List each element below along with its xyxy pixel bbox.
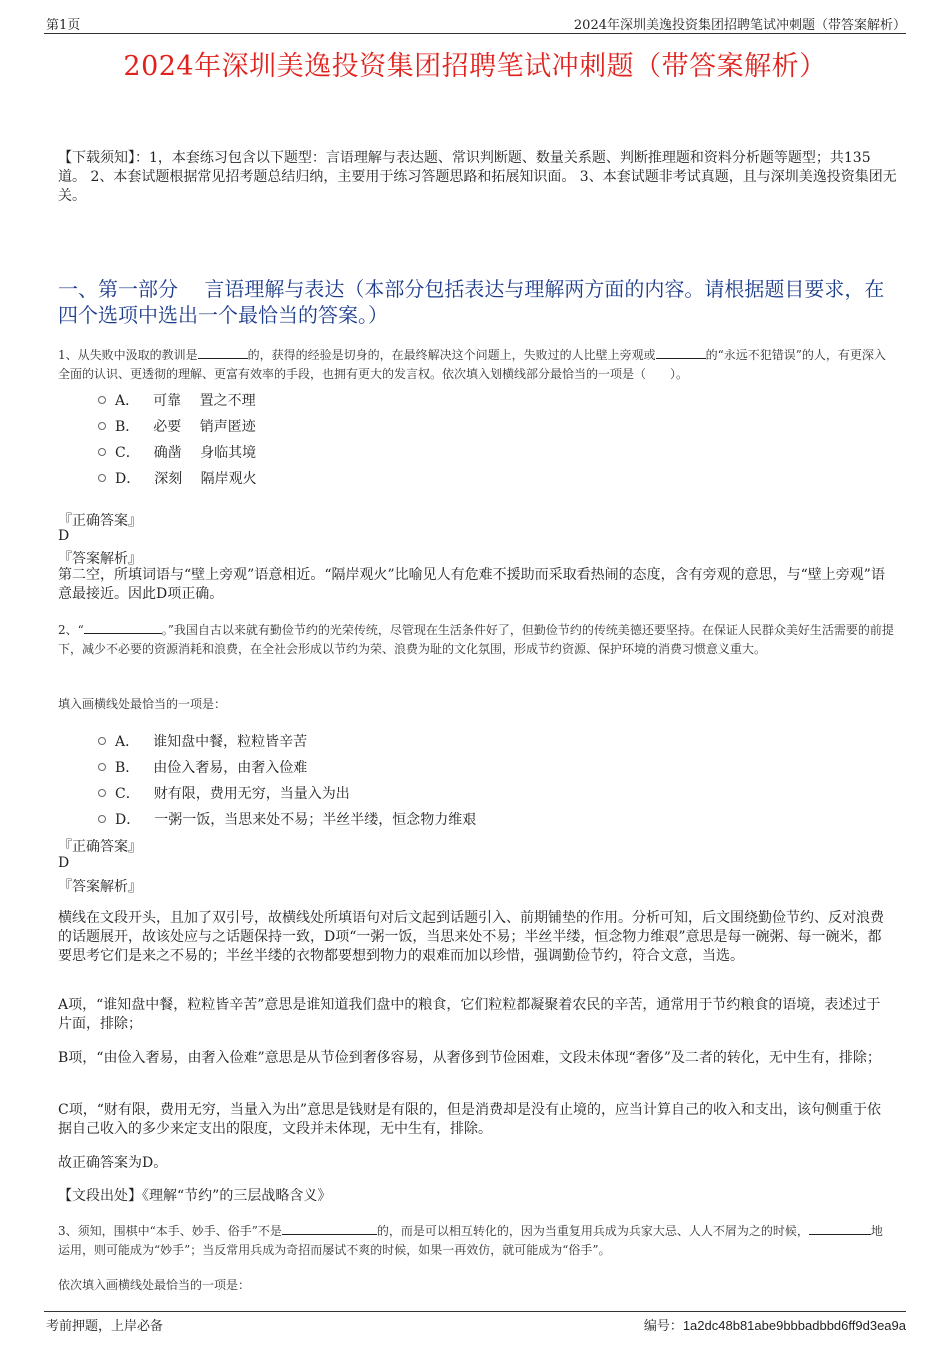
header-rule: [44, 33, 906, 34]
answer-value: D: [58, 528, 70, 544]
analysis-paragraph: 横线在文段开头，且加了双引号，故横线处所填语句对后文起到话题引入、前期铺垫的作用。分析可知，后文围绕勤俭节约、反对浪费的话题展开，故该处应与之话题保持一致，D项“一粥一饭，当思来处不易；半丝半缕，恒念物力维艰”意思是每一碗粥、每一碗米，都要思考它们是来之不易的；半丝半缕的衣物都要想到物力的艰难而加以珍惜，强调勤俭节约，符合文意，当选。: [58, 910, 884, 964]
analysis-text: 第二空，所填词语与“壁上旁观”语意相近。“隔岸观火”比喻见人有危难不援助而采取看热闹的态度，含有旁观的意思，与“壁上旁观”语意最接近。因此D项正确。: [58, 567, 885, 602]
radio-icon[interactable]: [98, 422, 106, 430]
q1-option-d[interactable]: D． 深刻 隔岸观火: [98, 468, 257, 488]
answer-value: D: [58, 855, 70, 871]
section-heading: 一、第一部分 言语理解与表达（本部分包括表达与理解两方面的内容。请根据题目要求，在四个选项中选出一个最恰当的答案。）: [58, 277, 885, 327]
analysis-paragraph: C项，“财有限，费用无穷，当量入为出”意思是钱财是有限的，但是消费却是没有止境的，应当计算自己的收入和支出，该句侧重于依据自己收入的多少来定支出的限度，文段并未体现，无中生有，排除。: [58, 1102, 882, 1137]
answer-label: 『正确答案』: [58, 513, 142, 529]
answer-blank: [809, 1222, 871, 1235]
radio-icon[interactable]: [98, 815, 106, 823]
question-3-prompt: 依次填入画横线处最恰当的一项是：: [58, 1278, 251, 1292]
answer-blank: [84, 621, 162, 634]
source-citation: 【文段出处】《理解“节约”的三层战略含义》: [58, 1188, 332, 1204]
radio-icon[interactable]: [98, 474, 106, 482]
footer-rule: [44, 1311, 906, 1312]
running-header: 2024年深圳美逸投资集团招聘笔试冲刺题（带答案解析）: [573, 18, 906, 33]
q1-option-a[interactable]: A． 可靠 置之不理: [98, 390, 256, 410]
page-number: 第1页: [46, 18, 81, 33]
question-2-stem: 2、“ 。”我国自古以来就有勤俭节约的光荣传统，尽管现在生活条件好了，但勤俭节约的传统美德还要坚持。在保证人民群众美好生活需要的前提下，减少不必要的资源消耗和浪费，在全社会形成以节约为荣、浪费为耻的文化氛围，形成节约资源、保护环境的消费习惯意义重大。: [58, 623, 894, 656]
q2-option-c[interactable]: C． 财有限，费用无穷，当量入为出: [98, 783, 350, 803]
q2-option-b[interactable]: B． 由俭入奢易，由奢入俭难: [98, 757, 307, 777]
footer-slogan: 考前押题，上岸必备: [46, 1319, 164, 1334]
analysis-paragraph: A项，“谁知盘中餐，粒粒皆辛苦”意思是谁知道我们盘中的粮食，它们粒粒都凝聚着农民的辛苦，通常用于节约粮食的语境，表述过于片面，排除；: [58, 997, 881, 1032]
analysis-label: 『答案解析』: [58, 879, 142, 895]
question-1-stem: 1、从失败中汲取的教训是 的，获得的经验是切身的，在最终解决这个问题上，失败过的人比壁上旁观或 的“永远不犯错误”的人，有更深入全面的认识、更透彻的理解、更富有效率的手段，也拥有更大的发言权。依次填入划横线部分最恰当的一项是（ ）。: [58, 348, 886, 381]
radio-icon[interactable]: [98, 737, 106, 745]
analysis-paragraph: B项，“由俭入奢易，由奢入俭难”意思是从节俭到奢侈容易，从奢侈到节俭困难，文段未体现“奢侈”及二者的转化，无中生有，排除；: [58, 1050, 881, 1066]
answer-label: 『正确答案』: [58, 839, 142, 855]
radio-icon[interactable]: [98, 396, 106, 404]
q2-option-d[interactable]: D． 一粥一饭，当思来处不易；半丝半缕，恒念物力维艰: [98, 809, 476, 829]
answer-blank: [282, 1222, 377, 1235]
q1-option-c[interactable]: C． 确凿 身临其境: [98, 442, 256, 462]
question-2-prompt: 填入画横线处最恰当的一项是：: [58, 697, 227, 711]
analysis-label: 『答案解析』: [58, 551, 142, 567]
download-notice: 【下载须知】：1，本套练习包含以下题型：言语理解与表达题、常识判断题、数量关系题、判断推理题和资料分析题等题型；共135道。 2、本套试题根据常见招考题总结归纳，主要用于练习答题思路和拓展知识面。 3、本套试题非考试真题，且与深圳美逸投资集团无关。: [58, 150, 897, 204]
radio-icon[interactable]: [98, 789, 106, 797]
answer-blank: [656, 346, 706, 359]
radio-icon[interactable]: [98, 763, 106, 771]
radio-icon[interactable]: [98, 448, 106, 456]
analysis-paragraph: 故正确答案为D。: [58, 1155, 168, 1171]
answer-blank: [198, 346, 248, 359]
page-title: 2024年深圳美逸投资集团招聘笔试冲刺题（带答案解析）: [123, 51, 827, 82]
q1-option-b[interactable]: B． 必要 销声匿迹: [98, 416, 256, 436]
q2-option-a[interactable]: A． 谁知盘中餐，粒粒皆辛苦: [98, 731, 307, 751]
document-code: 编号：1a2dc48b81abe9bbbadbbd6ff9d3ea9a: [643, 1318, 906, 1334]
question-3-stem: 3、须知，围棋中“本手、妙手、俗手”不是 的，而是可以相互转化的，因为当重复用兵成为兵家大忌、人人不屑为之的时候， 地运用，则可能成为“妙手”；当反常用兵成为奇招而屡试不爽的时候，如果一再效仿，就可能成为“俗手”。: [58, 1224, 883, 1257]
